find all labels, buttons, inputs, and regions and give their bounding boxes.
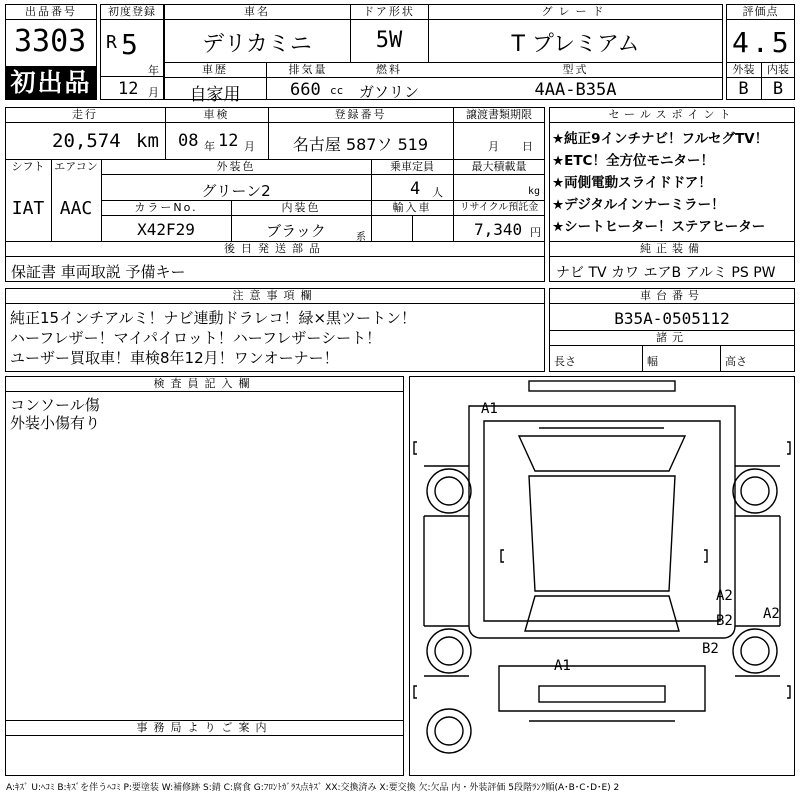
score-label: 評価点 [742, 5, 779, 18]
chassis-number: B35A-0505112 [614, 309, 730, 328]
fuel-label: 燃料 [376, 63, 402, 76]
reg-month: 12 [118, 79, 139, 99]
inspector-box [5, 376, 404, 776]
interior-color-label: 内装色 [281, 201, 321, 214]
reg-label: 登録番号 [334, 108, 387, 121]
shift: IAT [11, 198, 45, 219]
ac-label: エアコン [54, 160, 98, 173]
ext-grade: B [738, 79, 749, 99]
history: 自家用 [189, 85, 241, 105]
color-no-label: カラーNo. [134, 201, 198, 214]
legend: A:ｷｽﾞ U:ﾍｺﾐ B:ｷｽﾞを伴うﾍｺﾐ P:要塗装 W:補修跡 S:錆 C:腐食 G:ﾌﾛﾝﾄｶﾞﾗｽ点ｷｽﾞ XX:交換済み X:要交換 欠:欠品 内・外装評価 5段階ﾗﾝｸ順(A･B･C･D･E) 2 [6, 783, 620, 793]
lot-label: 出品番号 [25, 5, 77, 18]
door-type: 5W [375, 28, 403, 53]
load-unit: kg [528, 186, 541, 197]
transfer-day-unit: 日 [522, 140, 533, 153]
damage-mark: A1 [554, 658, 571, 674]
mileage-label: 走行 [72, 108, 98, 121]
first-reg-label: 初度登録 [108, 5, 156, 18]
later-parts-label: 後日発送部品 [224, 242, 326, 255]
sales-point: ★純正9インチナビ！フルセグTV！ [552, 131, 769, 147]
month-unit: 月 [148, 86, 159, 99]
grade: T プレミアム [511, 32, 640, 57]
damage-mark: B2 [702, 641, 719, 657]
year-unit: 年 [148, 64, 159, 77]
recycle-fee: 7,340 [474, 220, 523, 239]
inspector-notes [10, 396, 100, 432]
color-number: X42F29 [137, 220, 195, 239]
exterior-color: グリーン2 [201, 182, 271, 200]
recycle-unit: 円 [530, 226, 541, 239]
shift-label: シフト [11, 160, 45, 173]
fuel: ガソリン [358, 83, 419, 101]
displacement: 660 [290, 80, 321, 100]
transfer-label: 譲渡書類期限 [466, 108, 532, 121]
insp-year-unit: 年 [204, 140, 215, 153]
sales-point: ★シートヒーター！ステアヒーター [552, 219, 766, 235]
mileage-unit: km [136, 130, 159, 152]
import-label: 輸入車 [392, 201, 432, 214]
inspector-line: コンソール傷 [10, 396, 100, 414]
car-diagram [409, 376, 795, 776]
load-label: 最大積載量 [471, 160, 527, 173]
chassis-label: 車台番号 [640, 289, 704, 302]
height-label: 高さ [725, 355, 747, 368]
model-label: 型式 [562, 63, 589, 76]
inspector-label: 検査員記入欄 [153, 377, 256, 390]
sales-label: セールスポイント [608, 108, 736, 121]
sales-point: ★デジタルインナーミラー！ [552, 197, 725, 213]
inspector-line: 外装小傷有り [10, 414, 101, 432]
mileage: 20,574 [52, 130, 121, 152]
capacity-label: 乗車定員 [390, 160, 434, 173]
equipment: ナビ TV カワ エアB アルミ PS PW [556, 265, 776, 281]
displacement-unit: cc [330, 84, 344, 97]
recycle-label: リサイクル預託金 [459, 202, 539, 213]
office-label: 事務局よりご案内 [136, 721, 273, 734]
transfer-month-unit: 月 [488, 140, 499, 153]
sales-points [552, 128, 794, 238]
reg-number: 名古屋 587ソ 519 [292, 135, 429, 154]
displacement-label: 排気量 [288, 63, 328, 76]
color-label: 外装色 [216, 160, 256, 173]
interior-color: ブラック [266, 222, 326, 240]
interior-color-suffix: 系 [356, 232, 366, 243]
capacity-unit: 人 [432, 186, 443, 199]
first-listing-badge: 初出品 [6, 66, 96, 99]
sales-point: ★両側電動スライドドア！ [552, 175, 712, 191]
era: R [106, 32, 117, 53]
inspection-month: 12 [218, 131, 239, 151]
later-parts: 保証書 車両取説 予備キー [11, 263, 186, 281]
note-line: ユーザー買取車！車検8年12月！ワンオーナー！ [10, 349, 339, 367]
note-line: 純正15インチアルミ！ナビ連動ドラレコ！緑×黒ツートン！ [10, 309, 417, 327]
dims-label: 諸元 [656, 331, 688, 344]
sales-point: ★ETC！全方位モニター！ [552, 153, 714, 169]
inspection-label: 車検 [203, 108, 230, 121]
insp-month-unit: 月 [244, 140, 255, 153]
car-name-label: 車名 [244, 5, 270, 18]
capacity: 4 [410, 179, 421, 199]
lot-number: 3303 [14, 24, 87, 59]
door-label: ドア形状 [363, 5, 415, 18]
reg-year: 5 [121, 28, 138, 61]
damage-mark: A1 [481, 401, 498, 417]
ext-label: 外装 [732, 63, 755, 76]
ac: AAC [59, 198, 93, 219]
int-label: 内装 [767, 63, 789, 76]
notes-text [10, 308, 416, 368]
length-label: 長さ [554, 355, 576, 368]
car-name: デリカミニ [202, 32, 312, 57]
history-label: 車歴 [202, 63, 228, 76]
grade-label: グレード [541, 5, 610, 18]
damage-mark: A2 [763, 606, 780, 622]
model-code: 4AA-B35A [534, 80, 617, 100]
equipment-label: 純正装備 [640, 242, 704, 255]
damage-mark: A2 [716, 588, 733, 604]
damage-mark: B2 [716, 613, 733, 629]
notes-label: 注意事項欄 [232, 289, 318, 302]
score: 4.5 [732, 26, 792, 59]
int-grade: B [772, 79, 784, 99]
inspection-year: 08 [178, 131, 199, 151]
note-line: ハーフレザー！マイパイロット！ハーフレザーシート！ [10, 329, 382, 347]
width-label: 幅 [647, 355, 658, 368]
